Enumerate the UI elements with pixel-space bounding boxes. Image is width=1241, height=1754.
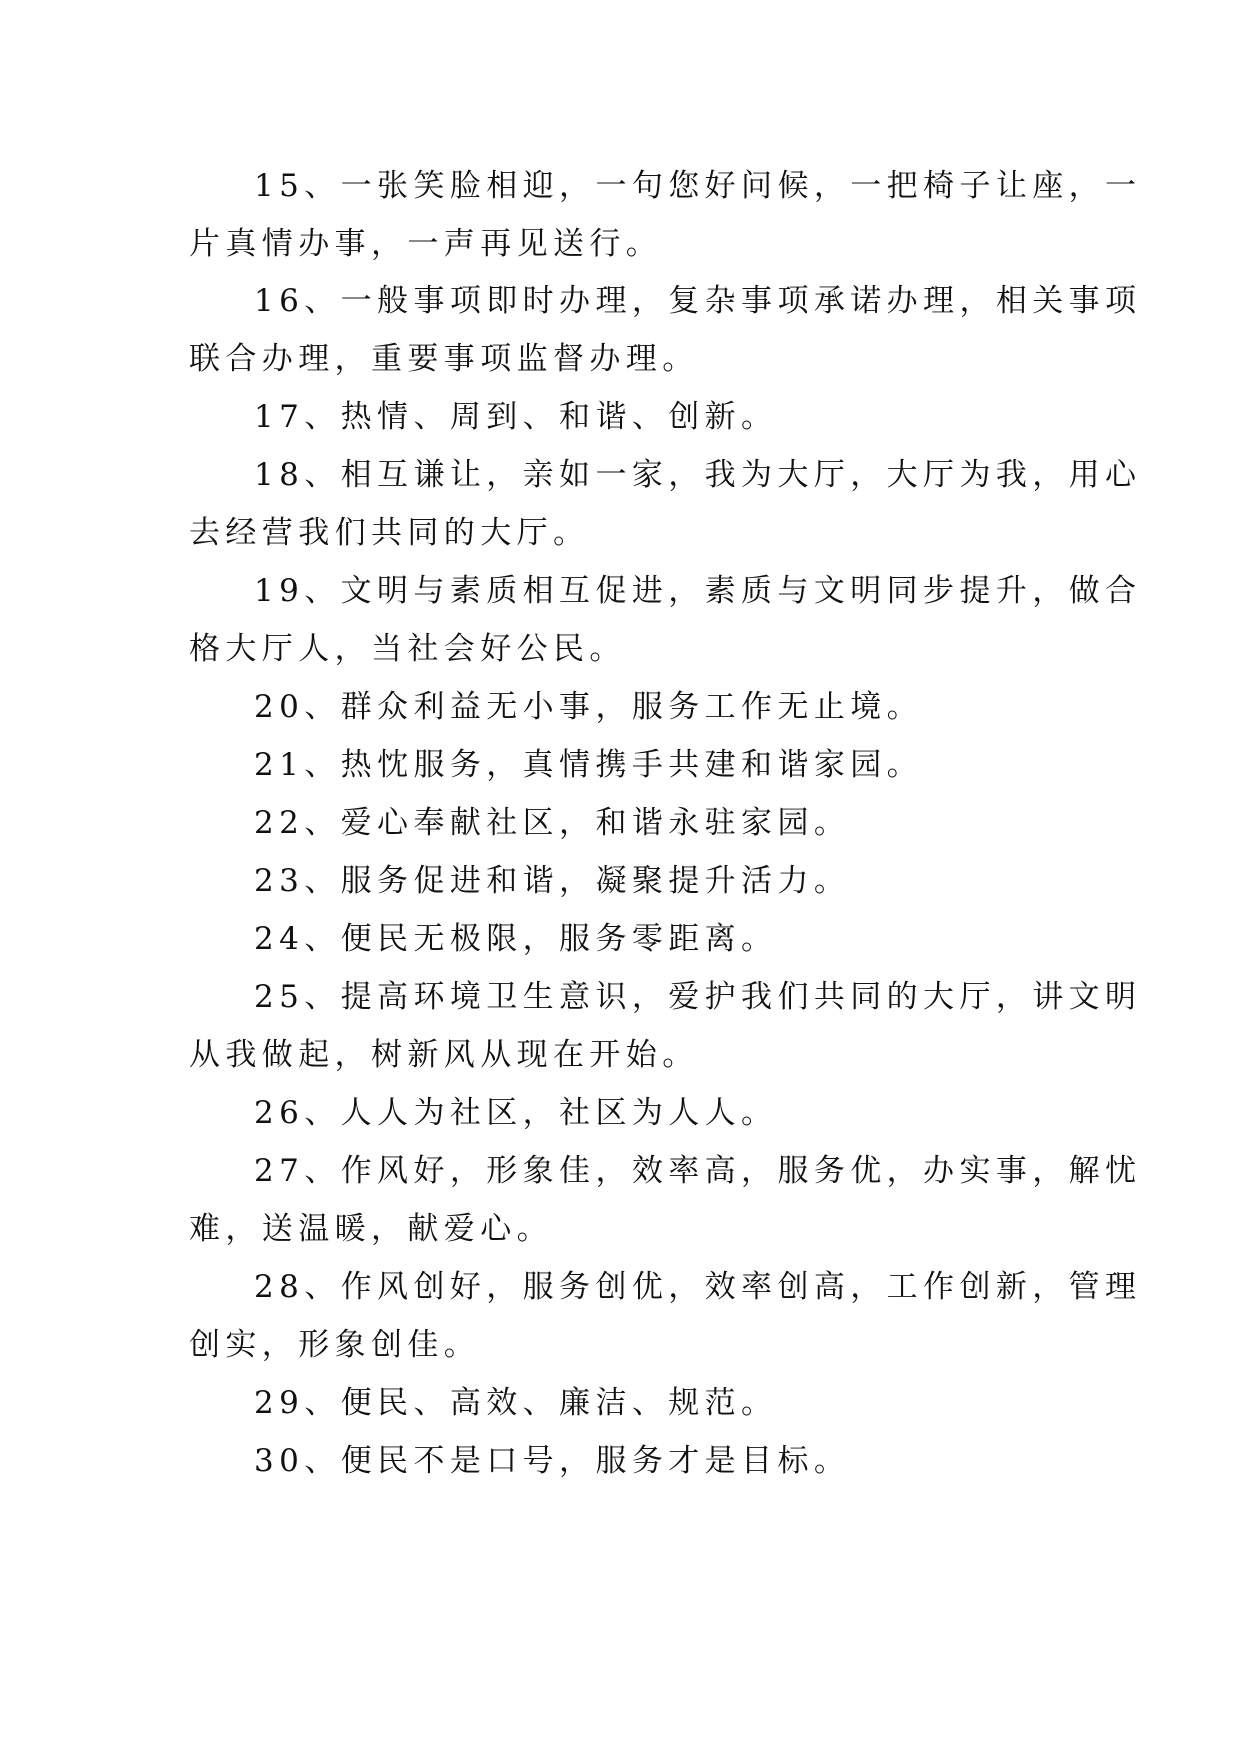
list-item-text: 难，送温暖，献爱心。: [189, 1211, 553, 1247]
list-item-27-line-2: [189, 1209, 553, 1249]
list-item-text: 16、一般事项即时办理，复杂事项承诺办理，相关事项: [254, 283, 1142, 319]
list-item-text: 30、便民不是口号，服务才是目标。: [254, 1443, 851, 1479]
list-item-text: 27、作风好，形象佳，效率高，服务优，办实事，解忧: [254, 1153, 1142, 1189]
list-item-text: 15、一张笑脸相迎，一句您好问候，一把椅子让座，一: [254, 168, 1142, 204]
list-item-17: [254, 397, 777, 437]
list-item-28-line-1: [254, 1267, 1142, 1307]
list-item-27-line-1: [254, 1151, 1142, 1191]
list-item-text: 22、爱心奉献社区，和谐永驻家园。: [254, 805, 851, 841]
list-item-16-line-1: [254, 281, 1142, 321]
list-item-text: 去经营我们共同的大厅。: [189, 515, 590, 551]
list-item-text: 24、便民无极限，服务零距离。: [254, 921, 778, 957]
list-item-text: 19、文明与素质相互促进，素质与文明同步提升，做合: [254, 573, 1142, 609]
list-item-text: 21、热忱服务，真情携手共建和谐家园。: [254, 747, 924, 783]
list-item-16-line-2: [189, 339, 699, 379]
list-item-19-line-2: [189, 629, 626, 669]
list-item-text: 联合办理，重要事项监督办理。: [189, 341, 699, 377]
list-item-19-line-1: [254, 571, 1142, 611]
list-item-28-line-2: [189, 1325, 480, 1365]
list-item-24: [254, 919, 777, 959]
list-item-text: 片真情办事，一声再见送行。: [189, 226, 663, 262]
list-item-23: [254, 861, 850, 901]
list-item-text: 20、群众利益无小事，服务工作无止境。: [254, 689, 924, 725]
list-item-18-line-1: [254, 455, 1142, 495]
list-item-22: [254, 803, 850, 843]
list-item-18-line-2: [189, 513, 589, 553]
list-item-text: 17、热情、周到、和谐、创新。: [254, 399, 778, 435]
list-item-15-line-2: [189, 224, 662, 264]
list-item-text: 29、便民、高效、廉洁、规范。: [254, 1385, 778, 1421]
list-item-26: [254, 1093, 777, 1133]
list-item-29: [254, 1383, 777, 1423]
list-item-21: [254, 745, 923, 785]
list-item-text: 格大厅人，当社会好公民。: [189, 631, 626, 667]
list-item-text: 26、人人为社区，社区为人人。: [254, 1095, 778, 1131]
list-item-text: 从我做起，树新风从现在开始。: [189, 1037, 699, 1073]
list-item-15-line-1: [254, 166, 1142, 206]
list-item-text: 28、作风创好，服务创优，效率创高，工作创新，管理: [254, 1269, 1142, 1305]
list-item-20: [254, 687, 923, 727]
list-item-25-line-2: [189, 1035, 699, 1075]
list-item-30: [254, 1441, 850, 1481]
list-item-text: 创实，形象创佳。: [189, 1327, 481, 1363]
list-item-text: 23、服务促进和谐，凝聚提升活力。: [254, 863, 851, 899]
list-item-text: 25、提高环境卫生意识，爱护我们共同的大厅，讲文明: [254, 979, 1142, 1015]
list-item-25-line-1: [254, 977, 1142, 1017]
list-item-text: 18、相互谦让，亲如一家，我为大厅，大厅为我，用心: [254, 457, 1142, 493]
